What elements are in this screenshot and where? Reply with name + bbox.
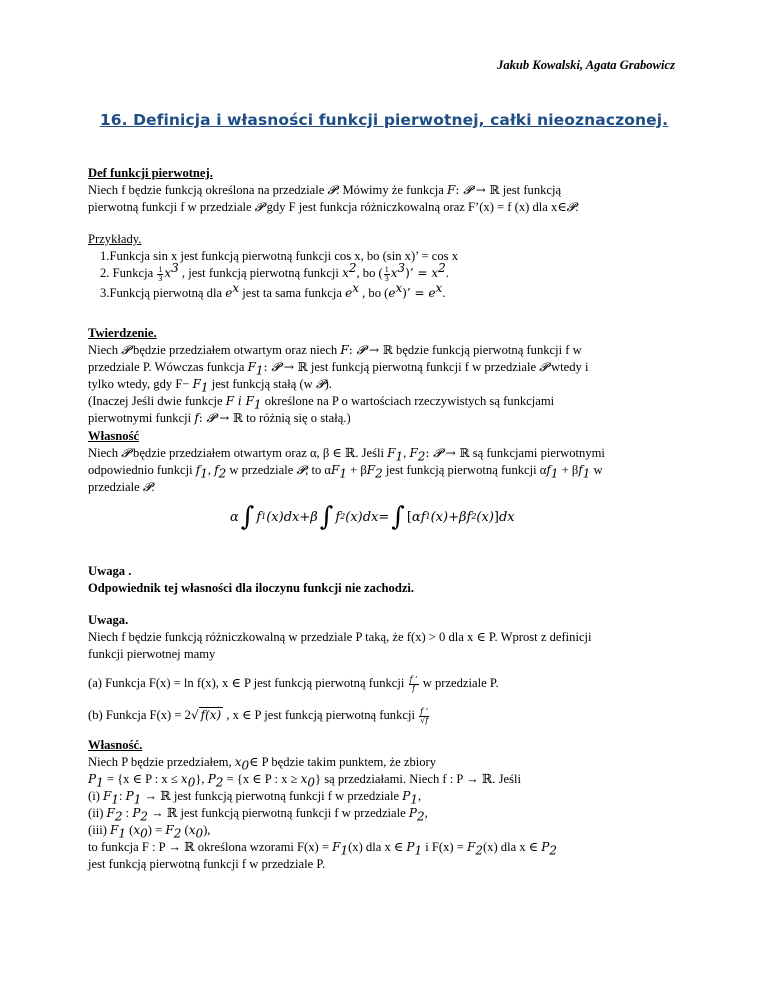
fraction-one-third: $\frac{1}{3}$ (158, 264, 163, 283)
examples-section (88, 231, 688, 302)
remark-1-text: Odpowiednik tej własności dla iloczynu funkcji nie zachodzi. (88, 581, 415, 595)
remark-2-line-2: funkcji pierwotnej mamy (88, 647, 216, 661)
integral-linearity-formula: α ∫ f 1 (x)dx + β ∫ f 2 (x)dx = ∫ [ α f 1 (x) + β f 2 (x) ] dx (230, 502, 515, 532)
remark-2-section (88, 612, 688, 729)
theorem-line-2: przedziale P. Wówczas funkcja $F_1$: 𝓟 → ℝ jest funkcją pierwotną funkcji f w przedziale 𝓟 wtedy i (88, 360, 589, 378)
property-2-last-line: jest funkcją pierwotną funkcji f w przedziale P. (88, 857, 326, 871)
author-line: Jakub Kowalski, Agata Grabowicz (497, 58, 675, 72)
theorem-section (88, 325, 688, 427)
theorem-line-1: Niech 𝓟 będzie przedziałem otwartym oraz niech F: 𝓟 → ℝ będzie funkcją pierwotną funkcji f w (88, 343, 582, 357)
sqrt-fx: f(x) (200, 708, 222, 722)
property-2-item-iii: (iii) $F_1$ $(x_0) = F_2$ $(x_0)$, (88, 823, 211, 841)
definition-section (88, 165, 688, 216)
fraction-fprime-over-f: $\frac{f ’}{f}$ (409, 674, 418, 693)
theorem-line-5: pierwotnymi funkcji f: 𝓟 → ℝ to różnią się o stałą.) (88, 411, 351, 425)
example-2: 2. Funkcja $\frac{1}{3}$ $x^3$ , jest funkcją pierwotną funkcji $x^2$, bo ( $\frac{1}{3}$ $x^3$)’ = $x^2$. (100, 260, 449, 283)
property-1-line-3: przedziale 𝓟. (88, 480, 155, 494)
property-1-line-2: odpowiednio funkcji $f_1$, $f_2$ w przedziale 𝓟, to $\alpha F_1 + \beta F_2$ jest funkcją pierwotną funkcji $\alpha f_1 + \beta f_1$ w (88, 463, 603, 481)
property-2-item-i: (i) $F_1$: $P_1$ → ℝ jest funkcją pierwotną funkcji f w przedziale $P_1$, (88, 789, 422, 807)
page-title: 16. Definicja i własności funkcji pierwotnej, całki nieoznaczonej. (99, 111, 669, 129)
remark-2-item-b: (b) Funkcja F(x) = 2√ f(x) , x ∈ P jest funkcją pierwotną funkcji $\frac{f ’}{√f}$ (88, 706, 429, 725)
example-3: 3.Funkcją pierwotną dla $e^x$ jest ta sama funkcja $e^x$ , bo $(e^x)$’ = $e^x$. (100, 280, 446, 300)
theorem-line-3: tylko wtedy, gdy $F- F_1$ jest funkcją stałą (w 𝓟). (88, 377, 332, 395)
property-2-item-ii: (ii) $F_2$ : $P_2$ → ℝ jest funkcją pierwotną funkcji f w przedziale $P_2$, (88, 806, 428, 824)
property-1-heading: Własność (88, 429, 140, 443)
remark-1-section (88, 563, 688, 597)
remark-1-heading: Uwaga . (88, 564, 132, 578)
remark-2-line-1: Niech f będzie funkcją różniczkowalną w przedziale P taką, że f(x) > 0 dla x ∈ P. Wprost z definicji (88, 630, 592, 644)
definition-heading: Def funkcji pierwotnej. (88, 166, 213, 180)
property-2-line-1: Niech P będzie przedziałem, $x_0\in$ P będzie takim punktem, że zbiory (88, 755, 437, 773)
property-1-line-1: Niech 𝓟 będzie przedziałem otwartym oraz α, β ∈ ℝ. Jeśli $F_1$, $F_2$: 𝓟 → ℝ są funkcjami pierwotnymi (88, 446, 605, 464)
property-2-conclusion: to funkcja F : P → ℝ określona wzorami $F(x) = F_1(x)$ dla x ∈ $P_1$ i $F(x) = F_2(x)$ dla x ∈ $P_2$ (88, 840, 557, 858)
integral-sign: ∫ (240, 502, 255, 532)
remark-2-item-a: (a) Funkcja F(x) = ln f(x), x ∈ P jest funkcją pierwotną funkcji $\frac{f ’}{f}$ w przedziale P. (88, 674, 499, 693)
example-1: 1.Funkcja sin x jest funkcją pierwotną funkcji cos x, bo (sin x)’ = cos x (100, 249, 459, 263)
property-2-heading: Własność. (88, 738, 143, 752)
theorem-line-4: (Inaczej Jeśli dwie funkcje F i $F_1$ określone na P o wartościach rzeczywistych są funkcjami (88, 394, 555, 412)
property-2-line-2: $P_1 = \{x$ ∈ P : $x \le x_0$}, $P_2 = \{x$ ∈ P : $x \ge x_0$} są przedziałami. Niech f : P → ℝ. Jeśli (88, 772, 521, 790)
remark-2-heading: Uwaga. (88, 613, 129, 627)
definition-line-2: pierwotną funkcji f w przedziale 𝓟 gdy F jest funkcja różniczkowalną oraz F’(x) = f (x) dla x∈𝓟. (88, 200, 579, 214)
examples-heading: Przykłady. (88, 232, 142, 246)
fraction-fprime-over-sqrtf: $\frac{f ’}{√f}$ (420, 706, 429, 725)
property-1-section (88, 428, 688, 496)
property-2-section (88, 737, 688, 873)
definition-line-1: Niech f będzie funkcją określona na przedziale 𝓟. Mówimy że funkcja F: 𝓟 → ℝ jest funkcją (88, 183, 562, 197)
theorem-heading: Twierdzenie. (88, 326, 157, 340)
